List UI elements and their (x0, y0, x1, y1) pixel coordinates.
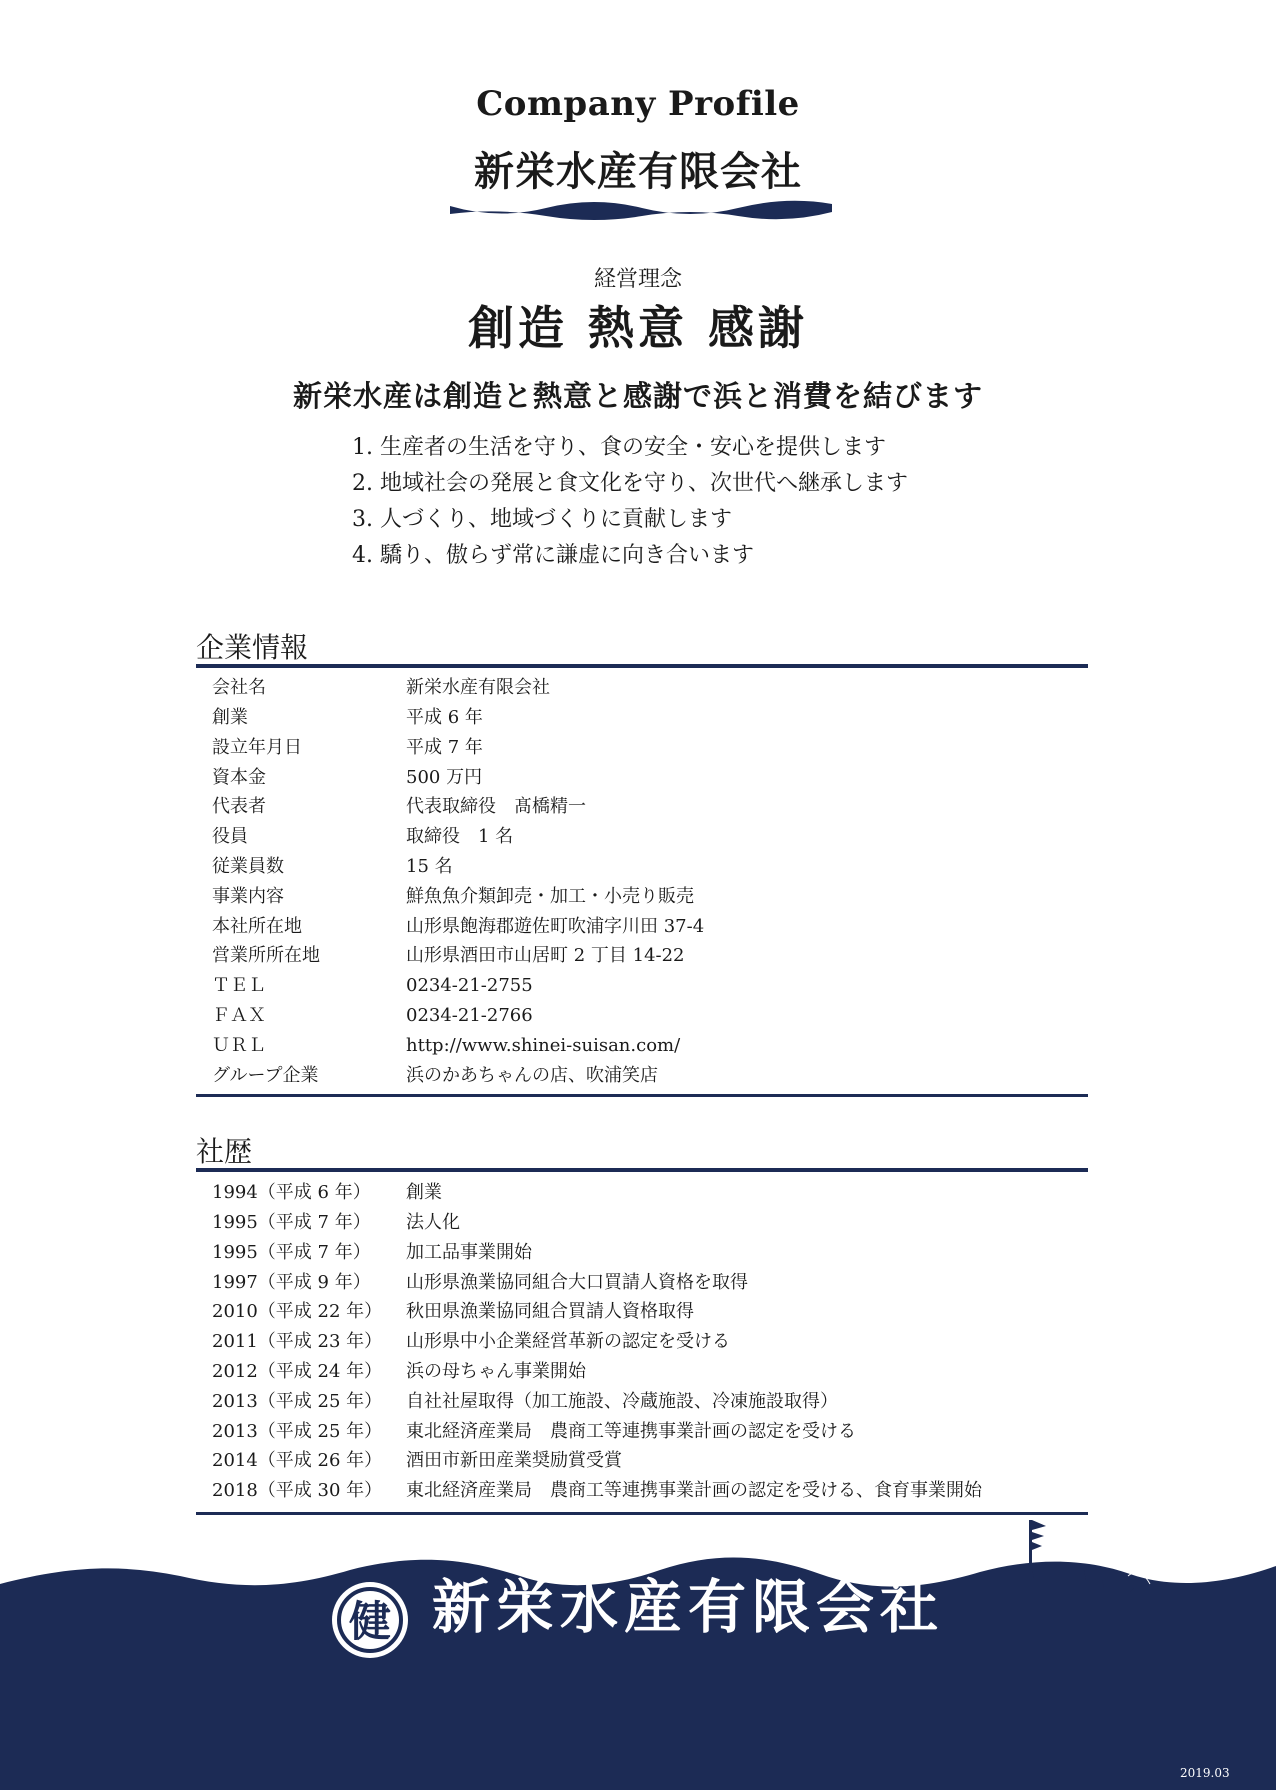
info-row (212, 1061, 658, 1091)
history-row (212, 1357, 586, 1387)
history-row (212, 1268, 748, 1298)
history-year: 1995（平成 7 年） (212, 1242, 371, 1263)
history-row (212, 1238, 532, 1268)
philosophy-label: 経営理念 (593, 267, 682, 292)
info-row (212, 763, 482, 793)
info-key: ＦＡＸ (212, 1005, 266, 1026)
info-row (212, 1031, 680, 1061)
date-stamp: 2019.03 (1180, 1766, 1230, 1780)
info-value: 15 名 (406, 856, 453, 877)
section-divider (196, 664, 1088, 668)
info-row (212, 673, 550, 703)
info-value: 新栄水産有限会社 (406, 677, 550, 698)
principle-item: 1. 生産者の生活を守り、食の安全・安心を提供します (352, 435, 886, 460)
history-event: 山形県漁業協同組合大口買請人資格を取得 (406, 1272, 748, 1293)
info-row (212, 792, 586, 822)
info-row (212, 971, 533, 1001)
info-row (212, 822, 513, 852)
info-value: 0234-21-2755 (406, 975, 533, 996)
history-row (212, 1327, 730, 1357)
logo-mark-char: 健 (348, 1597, 392, 1646)
info-value: 浜のかあちゃんの店、吹浦笑店 (406, 1065, 658, 1086)
info-key: 資本金 (212, 767, 266, 788)
info-value: 平成 6 年 (406, 707, 483, 728)
principles-list (352, 430, 908, 574)
info-value: 山形県酒田市山居町 2 丁目 14-22 (406, 945, 685, 966)
history-event: 創業 (406, 1182, 442, 1203)
history-row (212, 1178, 442, 1208)
history-event: 加工品事業開始 (406, 1242, 532, 1263)
info-row (212, 1001, 533, 1031)
history-event: 自社社屋取得（加工施設、冷蔵施設、冷凍施設取得） (406, 1391, 838, 1412)
info-key: 営業所所在地 (212, 945, 320, 966)
info-value: 代表取締役 髙橋精一 (406, 796, 586, 817)
info-key: 代表者 (212, 796, 266, 817)
principle-item: 4. 驕り、傲らず常に謙虚に向き合います (352, 543, 754, 568)
info-value: 500 万円 (406, 767, 483, 788)
info-key: 本社所在地 (212, 916, 302, 937)
info-value: 取締役 1 名 (406, 826, 514, 847)
history-year: 2013（平成 25 年） (212, 1421, 383, 1442)
section-divider (196, 1168, 1088, 1172)
info-key: グループ企業 (212, 1065, 319, 1086)
company-profile-title: Company Profile (476, 84, 800, 124)
info-key: 創業 (212, 707, 248, 728)
history-year: 1994（平成 6 年） (212, 1182, 371, 1203)
info-row (212, 912, 704, 942)
history-row (212, 1297, 694, 1327)
history-year: 2014（平成 26 年） (212, 1450, 383, 1471)
history-row (212, 1208, 460, 1238)
history-event: 法人化 (406, 1212, 460, 1233)
principle-item: 3. 人づくり、地域づくりに貢献します (352, 507, 732, 532)
philosophy-words: 創造 熱意 感謝 (467, 301, 809, 355)
footer-company-name: 新栄水産有限会社 (432, 1573, 945, 1641)
principle-item: 2. 地域社会の発展と食文化を守り、次世代へ継承します (352, 471, 908, 496)
history-row (212, 1387, 838, 1417)
info-value: 山形県飽海郡遊佐町吹浦字川田 37-4 (406, 916, 705, 937)
history-event: 秋田県漁業協同組合買請人資格取得 (406, 1301, 694, 1322)
section-divider (196, 1094, 1088, 1097)
history-year: 1995（平成 7 年） (212, 1212, 371, 1233)
history-year: 2012（平成 24 年） (212, 1361, 383, 1382)
history-event: 酒田市新田産業奨励賞受賞 (406, 1450, 622, 1471)
info-key: ＵＲＬ (212, 1035, 266, 1056)
history-event: 東北経済産業局 農商工等連携事業計画の認定を受ける、食育事業開始 (406, 1480, 982, 1501)
history-year: 2010（平成 22 年） (212, 1301, 383, 1322)
history-event: 浜の母ちゃん事業開始 (406, 1361, 586, 1382)
info-row (212, 733, 483, 763)
info-value: http://www.shinei-suisan.com/ (406, 1035, 681, 1056)
info-row (212, 941, 685, 971)
mission-statement: 新栄水産は創造と熱意と感謝で浜と消費を結びます (292, 379, 983, 413)
history-year: 2013（平成 25 年） (212, 1391, 383, 1412)
info-key: ＴＥＬ (212, 975, 266, 996)
info-value: 鮮魚魚介類卸売・加工・小売り販売 (406, 886, 694, 907)
history-year: 1997（平成 9 年） (212, 1272, 371, 1293)
info-row (212, 703, 483, 733)
info-key: 従業員数 (212, 856, 284, 877)
info-key: 会社名 (212, 677, 266, 698)
history-year: 2018（平成 30 年） (212, 1480, 383, 1501)
history-year: 2011（平成 23 年） (212, 1331, 383, 1352)
company-info-title: 企業情報 (196, 631, 309, 664)
footer-wave-banner (0, 1500, 1276, 1790)
history-row (212, 1417, 856, 1447)
history-event: 東北経済産業局 農商工等連携事業計画の認定を受ける (406, 1421, 856, 1442)
company-name-title: 新栄水産有限会社 (474, 148, 802, 195)
info-key: 事業内容 (212, 886, 284, 907)
info-key: 役員 (212, 826, 248, 847)
info-value: 0234-21-2766 (406, 1005, 533, 1026)
info-row (212, 882, 694, 912)
history-row (212, 1446, 622, 1476)
wave-decoration (448, 196, 834, 222)
info-key: 設立年月日 (212, 737, 302, 758)
company-logo-mark-icon (332, 1582, 408, 1658)
history-event: 山形県中小企業経営革新の認定を受ける (406, 1331, 730, 1352)
info-row (212, 852, 453, 882)
history-title: 社歴 (196, 1135, 253, 1168)
info-value: 平成 7 年 (406, 737, 483, 758)
